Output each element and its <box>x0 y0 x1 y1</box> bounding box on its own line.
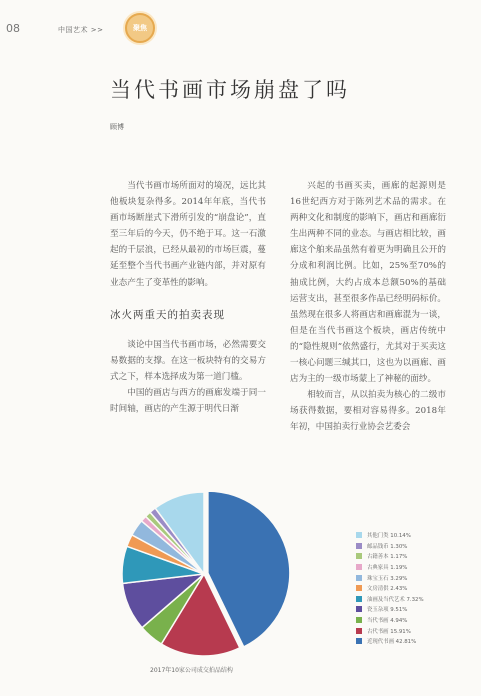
legend-swatch <box>356 553 362 559</box>
legend-item <box>356 562 424 573</box>
legend-item <box>356 541 424 552</box>
legend-label: 油画及当代艺术 7.32% <box>367 596 424 603</box>
legend-swatch <box>356 532 362 538</box>
legend-item <box>356 625 424 636</box>
paragraph: 兴起的书画买卖，画廊的起源则是16世纪西方对于陈列艺术品的需求。在两种文化和制度的影响下，画店和画廊衍生出两种不同的业态。与画店相比较，画廊这个舶来品虽然有着更为明确且公开的分成和利润比例。比如，25%至70%的抽成比例，大约占成本总额50%的基础运营支出，甚至很多作品已经明码标价。虽然现在很多人将画店和画廊混为一谈，但是在当代书画这个板块，画店传统中的“隐性规则”依然盛行，尤其对于买卖这一核心问题三缄其口，这也为以画廊、画店为主的一级市场蒙上了神秘的面纱。 <box>290 181 446 385</box>
legend-swatch <box>356 564 362 570</box>
legend-label: 珠宝玉石 3.29% <box>367 575 408 582</box>
paragraph: 中国的画店与西方的画廊发端于同一时间轴，画店的产生源于明代日渐 <box>110 388 266 415</box>
article-author: 顾博 <box>110 123 124 131</box>
legend-label: 当代书画 4.94% <box>367 618 408 625</box>
article-title: 当代书画市场崩盘了吗 <box>110 78 350 102</box>
legend-swatch <box>356 585 362 591</box>
legend-swatch <box>356 628 362 634</box>
legend-item <box>356 583 424 594</box>
legend-label: 其他门类 10.14% <box>367 533 411 540</box>
paragraph: 当代书画市场所面对的境况，远比其他板块复杂得多。2014年年底，当代书画市场断崖式下滑所引发的“崩盘论”，直至三年后的今天，仍不绝于耳。这一石激起的千层浪，已经从最初的市场巨震，蔓延至整个当代书画产业链内部，并对原有业态产生了变革性的影响。 <box>110 181 266 288</box>
legend-swatch <box>356 638 362 644</box>
legend-item <box>356 594 424 605</box>
chart-legend <box>356 530 424 647</box>
legend-swatch <box>356 543 362 549</box>
legend-label: 近现代书画 42.81% <box>367 639 417 646</box>
paragraph: 相较而言，从以拍卖为核心的二级市场获得数据，要相对容易得多。2018年年初，中国拍卖行业协会艺委会 <box>290 390 446 433</box>
chart-title: 2017年10家公司成交拍品结构 <box>150 667 233 674</box>
legend-label: 古代书画 15.91% <box>367 628 411 635</box>
section-title: 中国艺术 >> <box>58 26 104 34</box>
legend-label: 古典家具 1.19% <box>367 565 408 572</box>
right-column <box>290 178 446 436</box>
page-number: 08 <box>6 22 20 35</box>
legend-item <box>356 530 424 541</box>
legend-item <box>356 551 424 562</box>
legend-swatch <box>356 606 362 612</box>
paragraph: 谈论中国当代书画市场，必然需要交易数据的支撑。在这一板块特有的交易方式之下，样本选择成为第一道门槛。 <box>110 339 266 382</box>
left-column <box>110 178 266 417</box>
legend-swatch <box>356 617 362 623</box>
legend-label: 文房清供 2.43% <box>367 586 408 593</box>
legend-swatch <box>356 575 362 581</box>
legend-item <box>356 604 424 615</box>
legend-item <box>356 636 424 647</box>
legend-label: 邮品钱币 1.30% <box>367 543 408 550</box>
legend-label: 古籍善本 1.17% <box>367 554 408 561</box>
section-badge: 聚焦 <box>125 13 155 43</box>
section-heading: 冰火两重天的拍卖表现 <box>110 308 225 321</box>
legend-label: 瓷玉杂项 9.51% <box>367 607 408 614</box>
pie-chart <box>96 482 316 662</box>
legend-item <box>356 615 424 626</box>
legend-item <box>356 572 424 583</box>
legend-swatch <box>356 596 362 602</box>
